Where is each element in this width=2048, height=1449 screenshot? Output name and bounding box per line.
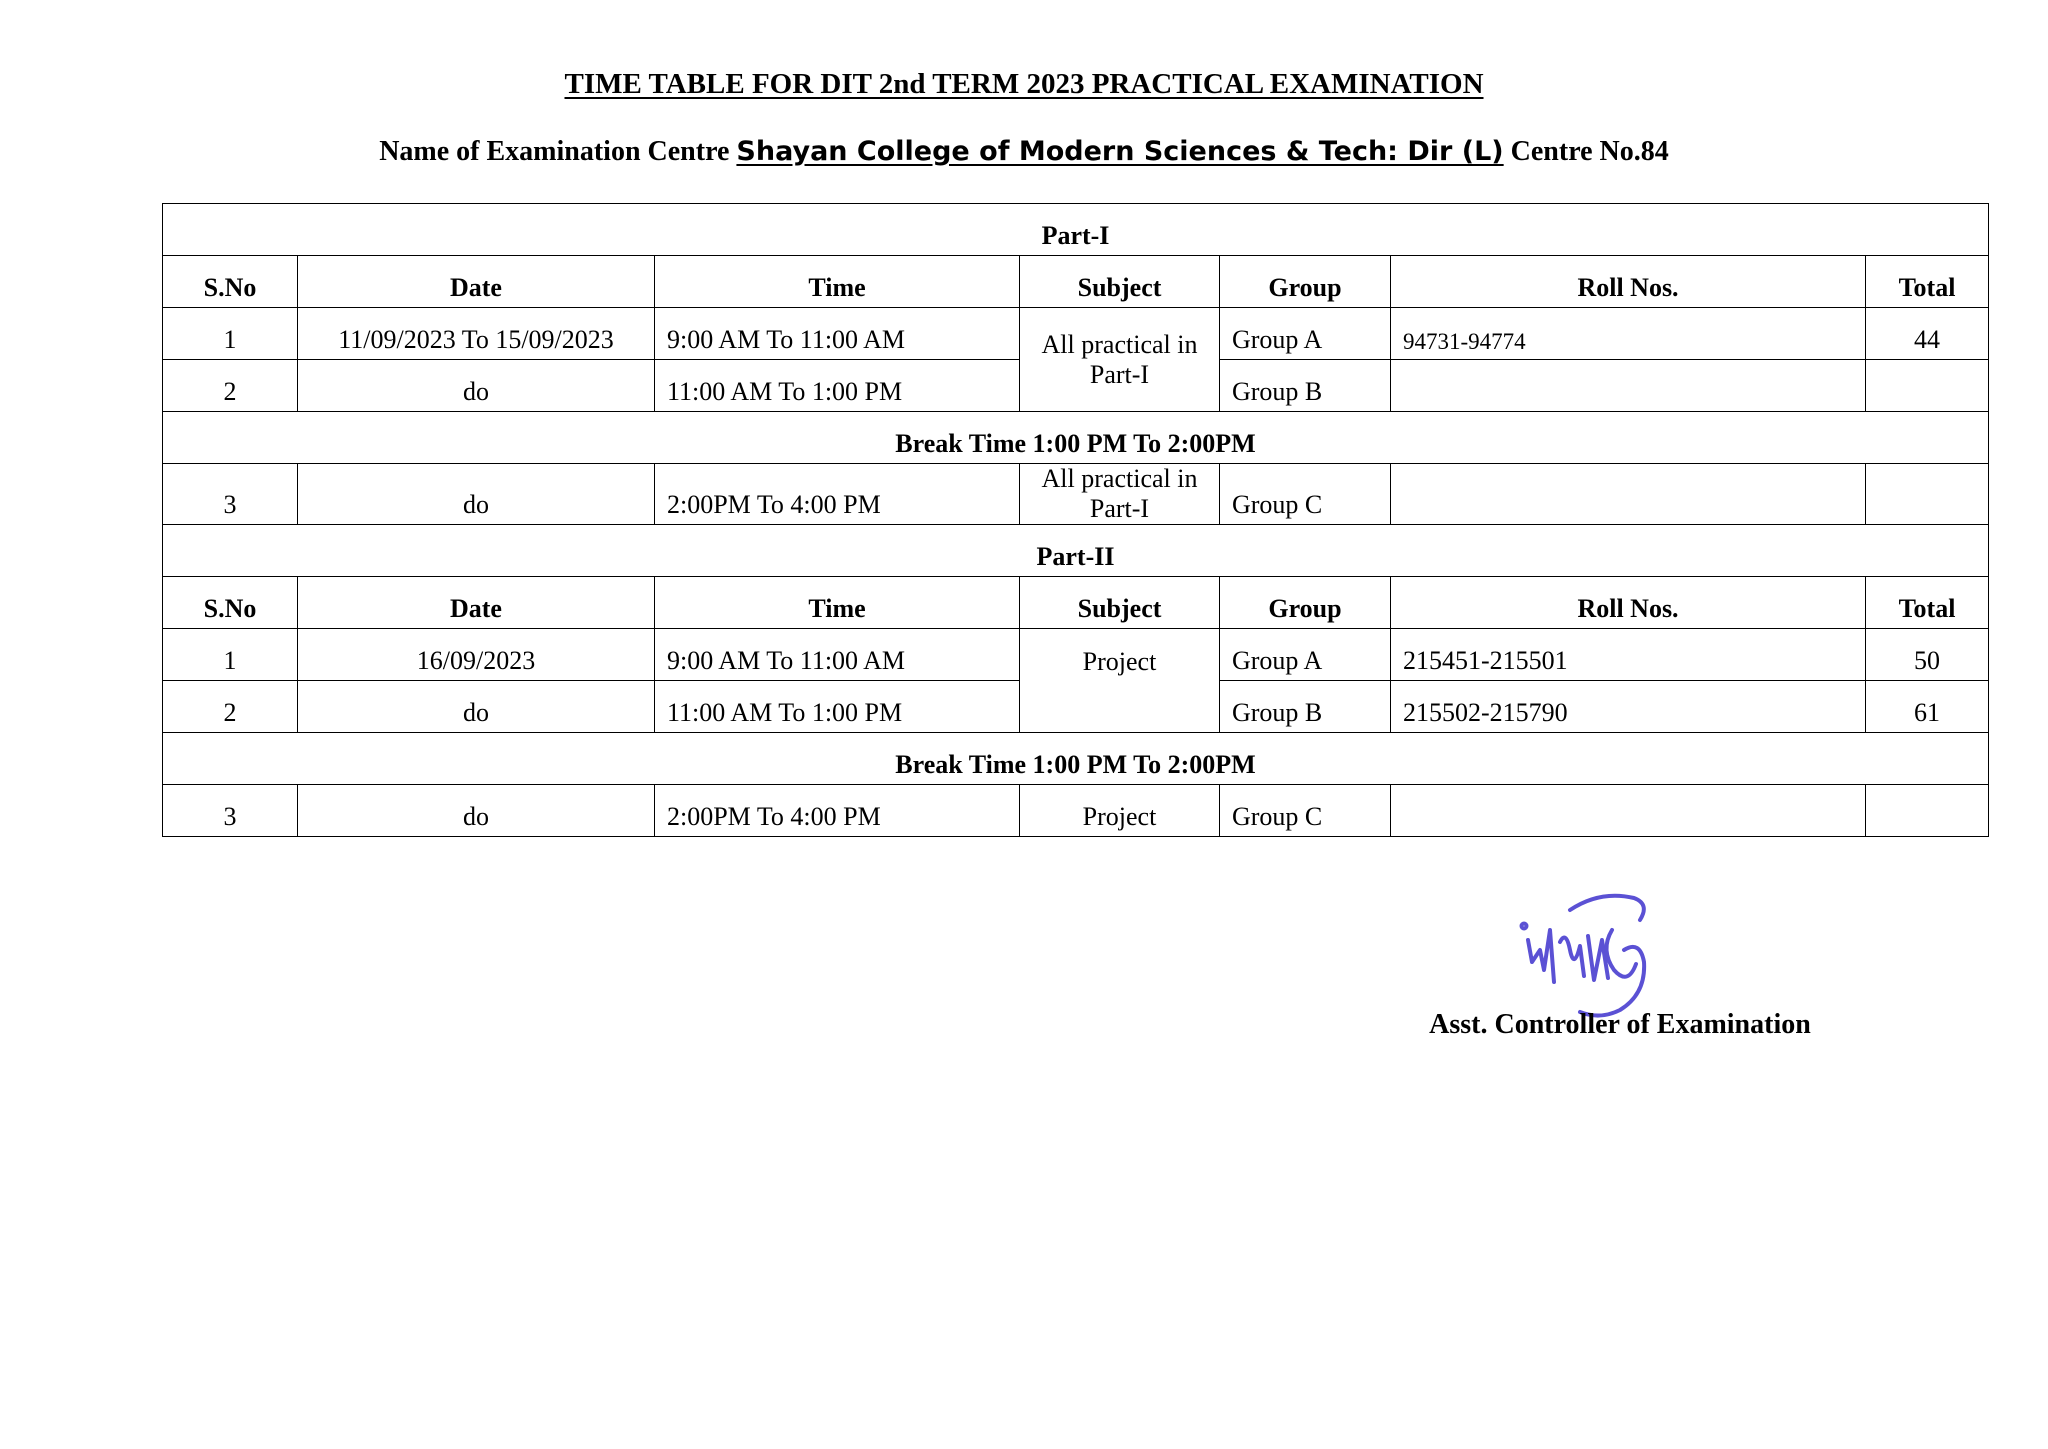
part2-heading-row (163, 525, 1989, 577)
centre-line (0, 132, 2048, 172)
table-row (163, 629, 1989, 681)
header-time: Time (655, 577, 1020, 629)
cell-group: Group C (1220, 464, 1391, 525)
cell-date: do (298, 464, 655, 525)
cell-sno: 1 (163, 308, 298, 360)
cell-subject: Project (1020, 629, 1220, 733)
cell-date: do (298, 360, 655, 412)
document-title: TIME TABLE FOR DIT 2nd TERM 2023 PRACTICAL EXAMINATION (564, 68, 1484, 100)
cell-roll: 215502-215790 (1391, 681, 1866, 733)
centre-prefix: Name of Examination Centre (379, 136, 730, 167)
header-roll: Roll Nos. (1391, 256, 1866, 308)
cell-time: 2:00PM To 4:00 PM (655, 464, 1020, 525)
cell-subject: All practical in Part-I (1020, 308, 1220, 412)
cell-total (1866, 785, 1989, 837)
cell-sno: 2 (163, 681, 298, 733)
cell-sno: 3 (163, 464, 298, 525)
break-label: Break Time 1:00 PM To 2:00PM (163, 412, 1989, 464)
part2-label: Part-II (163, 525, 1989, 577)
cell-time: 9:00 AM To 11:00 AM (655, 308, 1020, 360)
part1-heading-row (163, 204, 1989, 256)
cell-time: 11:00 AM To 1:00 PM (655, 360, 1020, 412)
cell-roll: 94731-94774 (1391, 308, 1866, 360)
header-date: Date (298, 577, 655, 629)
header-group: Group (1220, 256, 1391, 308)
cell-date: do (298, 785, 655, 837)
cell-group: Group A (1220, 629, 1391, 681)
header-subject: Subject (1020, 577, 1220, 629)
cell-roll (1391, 360, 1866, 412)
part1-header-row (163, 256, 1989, 308)
cell-total: 44 (1866, 308, 1989, 360)
part1-label: Part-I (163, 204, 1989, 256)
table-row (163, 308, 1989, 360)
cell-subject: All practical in Part-I (1020, 464, 1220, 525)
cell-time: 2:00PM To 4:00 PM (655, 785, 1020, 837)
header-subject: Subject (1020, 256, 1220, 308)
cell-time: 9:00 AM To 11:00 AM (655, 629, 1020, 681)
cell-group: Group C (1220, 785, 1391, 837)
cell-subject: Project (1020, 785, 1220, 837)
part2-header-row (163, 577, 1989, 629)
cell-group: Group A (1220, 308, 1391, 360)
cell-total: 61 (1866, 681, 1989, 733)
header-date: Date (298, 256, 655, 308)
centre-name: Shayan College of Modern Sciences & Tech: Dir (L) (736, 136, 1504, 167)
header-time: Time (655, 256, 1020, 308)
break-row (163, 733, 1989, 785)
header-sno: S.No (163, 577, 298, 629)
cell-total (1866, 360, 1989, 412)
header-total: Total (1866, 256, 1989, 308)
header-sno: S.No (163, 256, 298, 308)
header-group: Group (1220, 577, 1391, 629)
cell-sno: 3 (163, 785, 298, 837)
table-row (163, 785, 1989, 837)
break-label: Break Time 1:00 PM To 2:00PM (163, 733, 1989, 785)
cell-time: 11:00 AM To 1:00 PM (655, 681, 1020, 733)
table-row (163, 464, 1989, 525)
break-row (163, 412, 1989, 464)
cell-group: Group B (1220, 681, 1391, 733)
centre-number: Centre No.84 (1510, 136, 1669, 167)
cell-total (1866, 464, 1989, 525)
header-total: Total (1866, 577, 1989, 629)
signatory-title: Asst. Controller of Examination (1429, 1009, 1811, 1040)
timetable (162, 203, 1989, 837)
cell-date: do (298, 681, 655, 733)
cell-roll (1391, 785, 1866, 837)
cell-total: 50 (1866, 629, 1989, 681)
header-roll: Roll Nos. (1391, 577, 1866, 629)
cell-date: 11/09/2023 To 15/09/2023 (298, 308, 655, 360)
cell-sno: 2 (163, 360, 298, 412)
cell-roll (1391, 464, 1866, 525)
cell-roll: 215451-215501 (1391, 629, 1866, 681)
cell-date: 16/09/2023 (298, 629, 655, 681)
cell-sno: 1 (163, 629, 298, 681)
cell-group: Group B (1220, 360, 1391, 412)
